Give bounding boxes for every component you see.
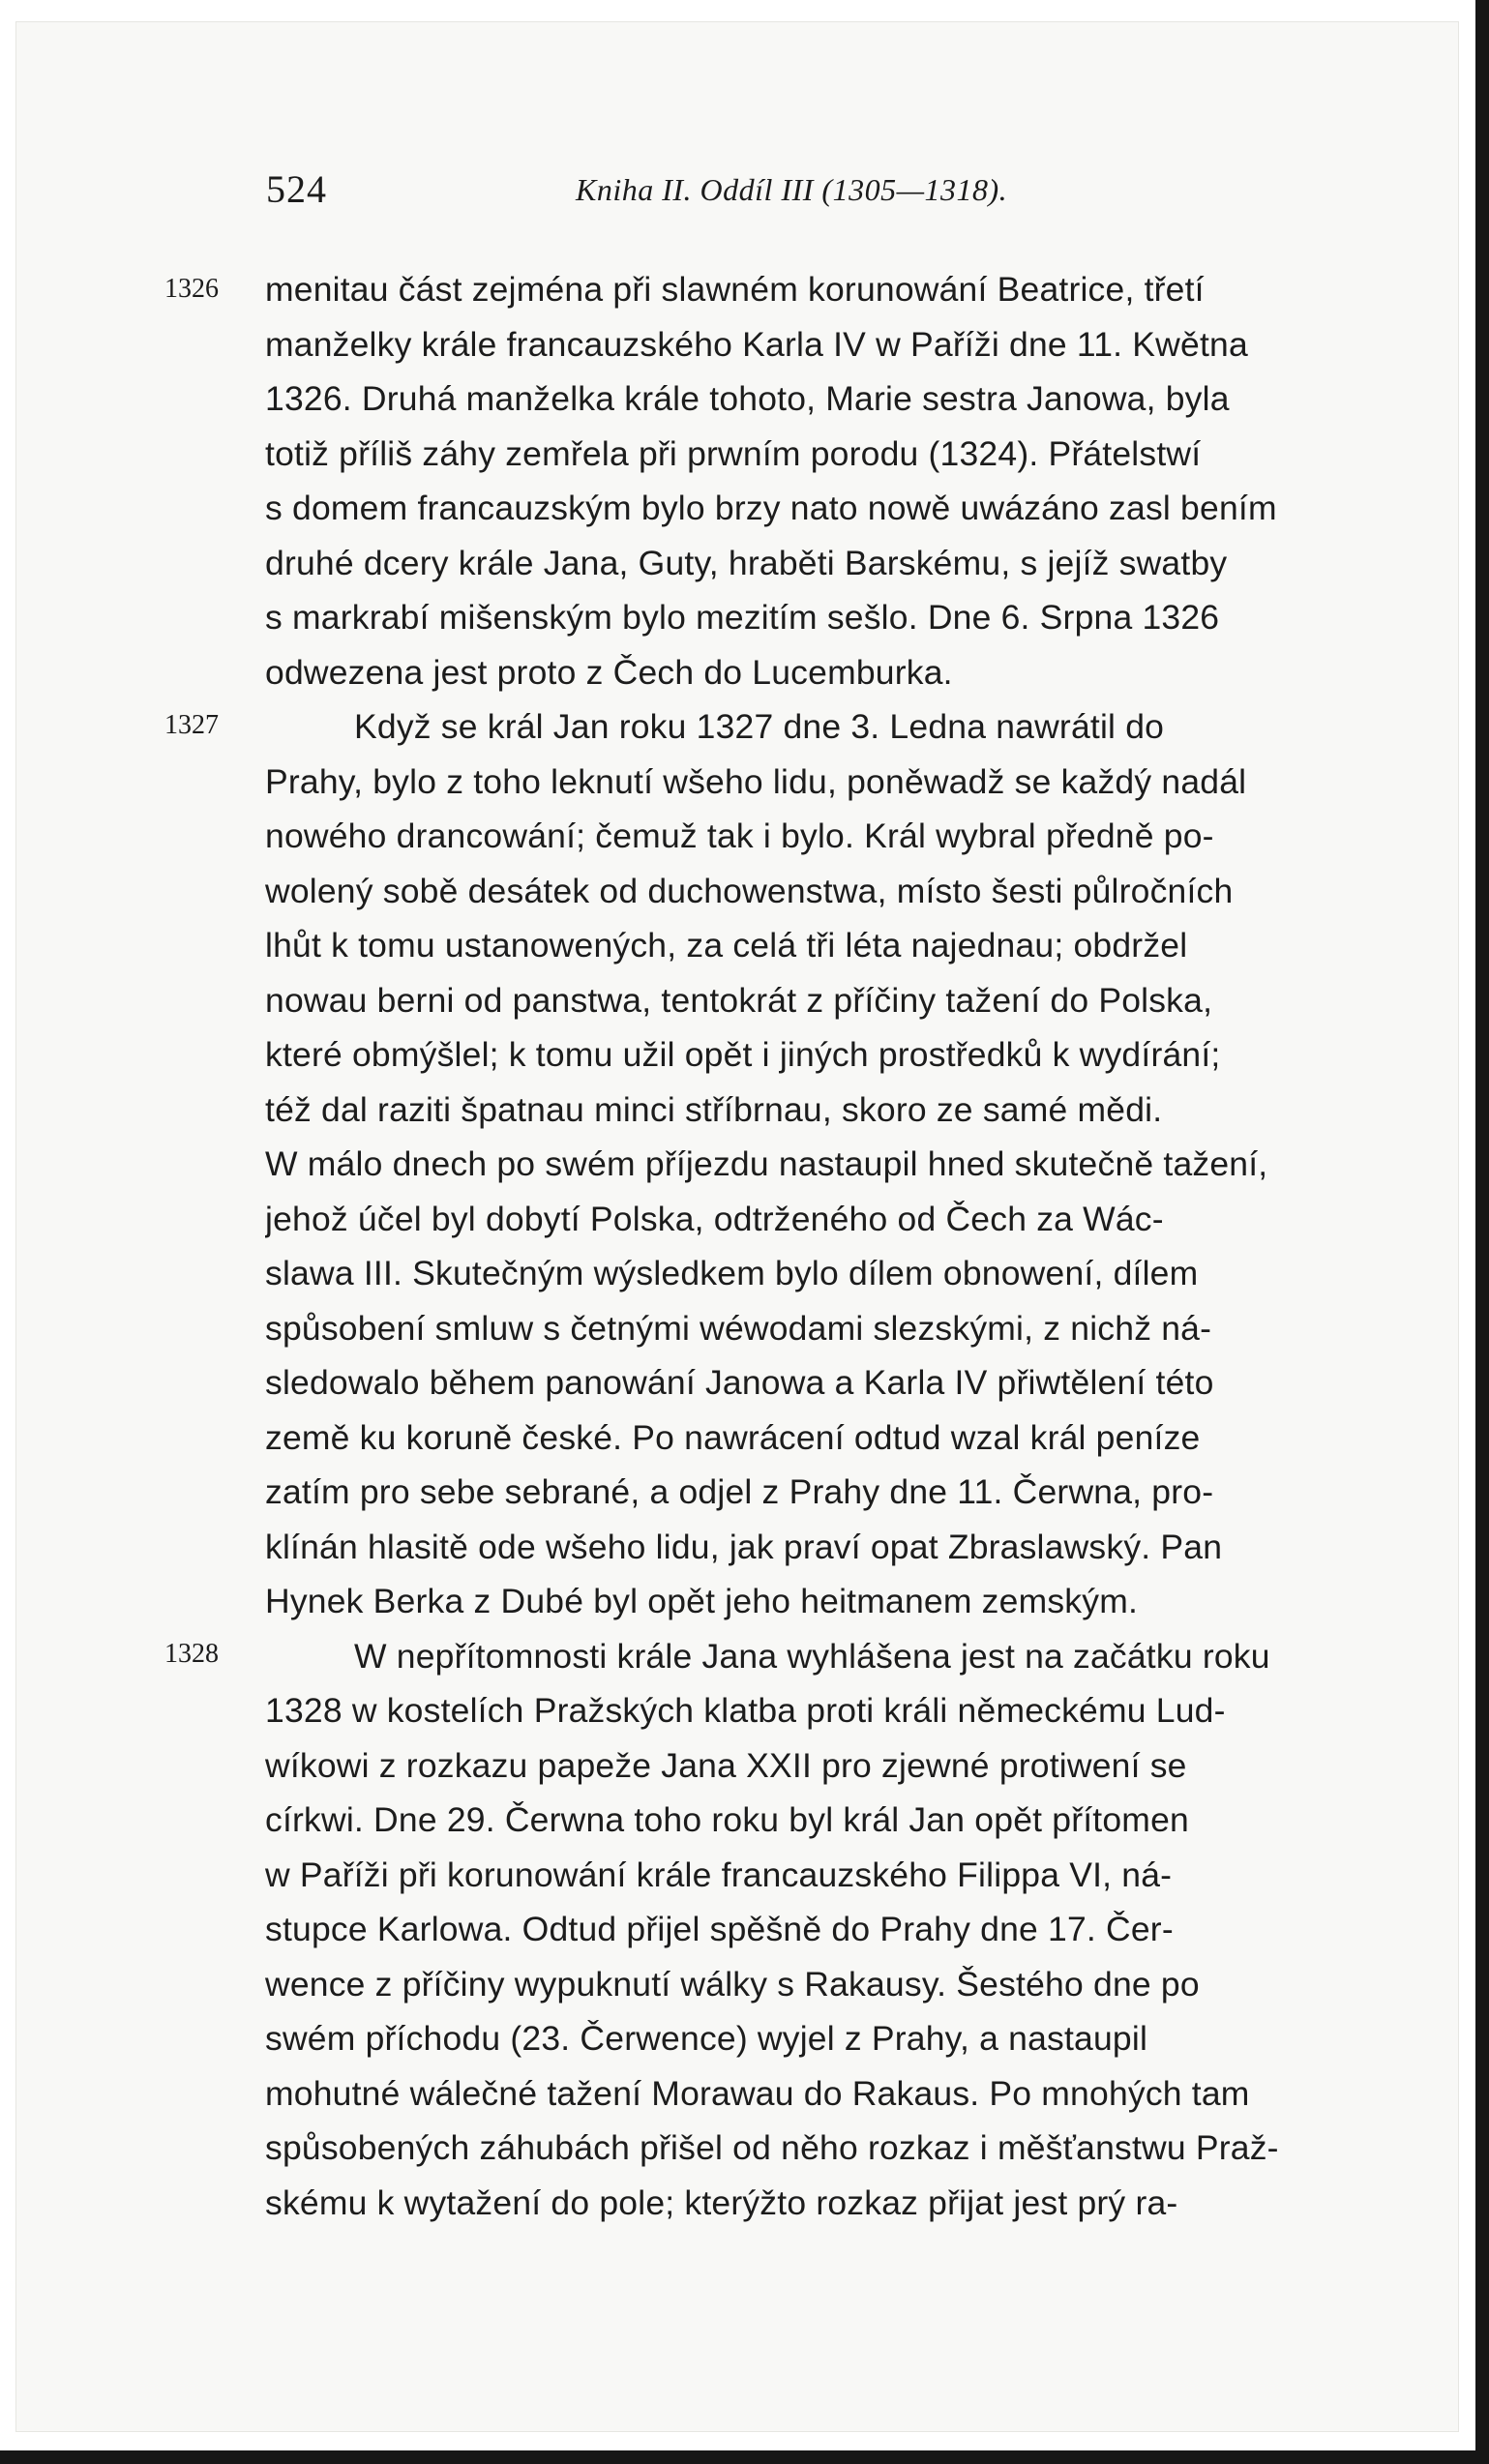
text-line: spůsobení smluw s četnými wéwodami slezskými, z nichž ná- xyxy=(265,1308,1212,1348)
text-line: 1328 w kostelích Pražských klatba proti králi německému Lud- xyxy=(265,1691,1226,1730)
text-line: stupce Karlowa. Odtud přijel spěšně do Prahy dne 17. Čer- xyxy=(265,1910,1174,1948)
text-line: W málo dnech po swém příjezdu nastaupil hned skutečně tažení, xyxy=(265,1144,1268,1183)
text-line: Prahy, bylo z toho leknutí wšeho lidu, poněwadž se každý nadál xyxy=(265,761,1247,801)
text-line: církwi. Dne 29. Čerwna toho roku byl král Jan opět přítomen xyxy=(265,1800,1189,1839)
text-line: zatím pro sebe sebrané, a odjel z Prahy dne 11. Čerwna, pro- xyxy=(265,1472,1214,1511)
text-line: spůsobených záhubách přišel od něho rozkaz i měšťanstwu Praž- xyxy=(265,2128,1279,2167)
text-line: wíkowi z rozkazu papeže Jana XXII pro zjewné protiwení se xyxy=(265,1745,1187,1785)
text-line: lhůt k tomu ustanowených, za celá tři léta najednau; obdržel xyxy=(265,926,1188,965)
text-line: sledowalo během panowání Janowa a Karla IV přiwtělení této xyxy=(265,1363,1214,1402)
text-line: swém příchodu (23. Čerwence) wyjel z Prahy, a nastaupil xyxy=(265,2019,1148,2058)
page-header xyxy=(266,166,1185,224)
text-line: nowau berni od panstwa, tentokrát z příčiny tažení do Polska, xyxy=(265,980,1213,1020)
text-line: wolený sobě desátek od duchowenstwa, místo šesti půlročních xyxy=(265,871,1234,910)
paragraph-continuation xyxy=(265,262,1380,2230)
text-line: W nepřítomnosti krále Jana wyhlášena jest na začátku roku xyxy=(354,1636,1270,1676)
text-line: s domem francauzským bylo brzy nato nowě uwázáno zasl bením xyxy=(265,489,1277,527)
margin-year-1326: 1326 xyxy=(164,274,219,304)
text-line: odwezena jest proto z Čech do Lucemburka. xyxy=(265,652,953,692)
text-line: mohutné wálečné tažení Morawau do Rakaus. Po mnohých tam xyxy=(265,2073,1250,2113)
text-line: též dal raziti špatnau minci stříbrnau, skoro ze samé mědi. xyxy=(265,1089,1163,1129)
text-line: Když se král Jan roku 1327 dne 3. Ledna nawrátil do xyxy=(354,707,1165,746)
text-line: wence z příčiny wypuknutí wálky s Rakausy. Šestého dne po xyxy=(265,1964,1200,2004)
text-line: klínán hlasitě ode wšeho lidu, jak praví opat Zbraslawský. Pan xyxy=(265,1527,1223,1566)
text-line: jehož účel byl dobytí Polska, odtrženého od Čech za Wác- xyxy=(265,1199,1164,1238)
text-line: Hynek Berka z Dubé byl opět jeho heitmanem zemským. xyxy=(265,1582,1139,1620)
text-line: které obmýšlel; k tomu užil opět i jiných prostředků k wydírání; xyxy=(265,1035,1221,1074)
text-line: slawa III. Skutečným wýsledkem bylo dílem obnowení, dílem xyxy=(265,1254,1199,1292)
text-line: skému k wytažení do pole; kterýžto rozkaz přijat jest prý ra- xyxy=(265,2182,1178,2222)
page-number: 524 xyxy=(266,167,327,211)
text-line: totiž příliš záhy zemřela při prwním porodu (1324). Přátelstwí xyxy=(265,433,1202,473)
text-line: 1326. Druhá manželka krále tohoto, Marie sestra Janowa, byla xyxy=(265,379,1230,418)
running-head: Kniha II. Oddíl III (1305—1318). xyxy=(576,172,1008,207)
text-line: manželky krále francauzského Karla IV w Paříži dne 11. Kwětna xyxy=(265,324,1248,364)
text-line: druhé dcery krále Jana, Guty, hraběti Barskému, s jejíž swatby xyxy=(265,543,1228,582)
text-line: s markrabí mišenským bylo mezitím sešlo. Dne 6. Srpna 1326 xyxy=(265,598,1220,637)
text-line: nowého drancowání; čemuž tak i bylo. Král wybral předně po- xyxy=(265,816,1214,855)
margin-year-1328: 1328 xyxy=(164,1639,219,1669)
text-line: země ku koruně české. Po nawrácení odtud wzal král peníze xyxy=(265,1417,1201,1457)
margin-year-1327: 1327 xyxy=(164,710,219,740)
text-line: menitau část zejména při slawném korunowání Beatrice, třetí xyxy=(265,270,1205,309)
text-line: w Paříži při korunowání krále francauzského Filippa VI, ná- xyxy=(265,1855,1173,1894)
